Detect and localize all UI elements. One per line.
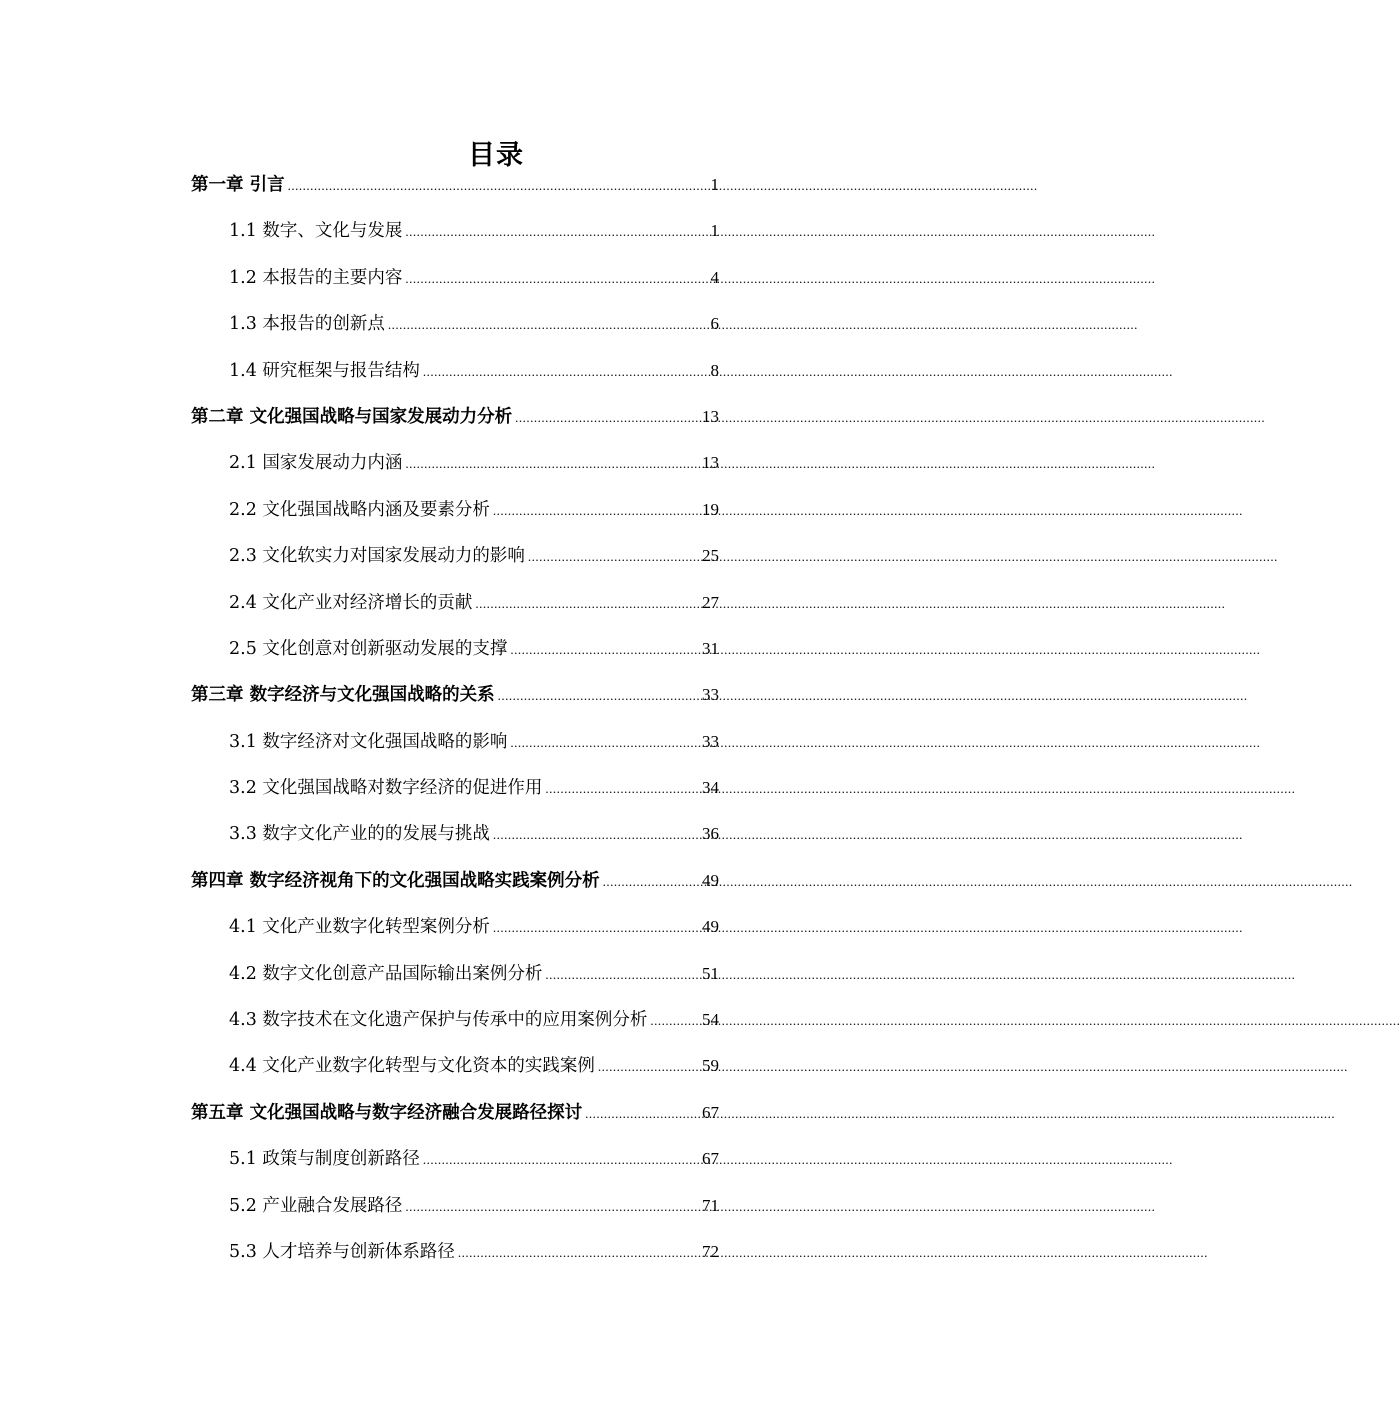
toc-section-entry[interactable] xyxy=(191,765,719,811)
toc-entry-label: 2.5 文化创意对创新驱动发展的支撑 xyxy=(229,638,508,659)
toc-section-entry[interactable] xyxy=(191,1183,719,1229)
toc-dot-leader xyxy=(585,1091,701,1137)
toc-chapter-entry[interactable] xyxy=(191,162,719,208)
toc-entry-label: 2.2 文化强国战略内涵及要素分析 xyxy=(229,499,490,520)
toc-entry-label: 4.1 文化产业数字化转型案例分析 xyxy=(229,917,490,938)
toc-section-entry[interactable] xyxy=(191,208,719,254)
toc-page-number: 33 xyxy=(702,685,719,705)
toc-entry-label: 3.3 数字文化产业的的发展与挑战 xyxy=(229,824,490,845)
toc-dot-leader xyxy=(288,163,710,209)
toc-page-number: 8 xyxy=(710,360,719,380)
toc-dot-leader xyxy=(515,395,701,441)
toc-section-entry[interactable] xyxy=(191,255,719,301)
toc-section-entry[interactable] xyxy=(191,1136,719,1182)
toc-dot-leader xyxy=(603,859,701,905)
toc-page-number: 6 xyxy=(710,314,719,334)
toc-dot-leader xyxy=(498,673,701,719)
toc-entry-label: 第五章 文化强国战略与数字经济融合发展路径探讨 xyxy=(191,1102,583,1123)
toc-chapter-entry[interactable] xyxy=(191,394,719,440)
toc-entry-label: 第三章 数字经济与文化强国战略的关系 xyxy=(191,685,495,706)
toc-entry-label: 1.4 研究框架与报告结构 xyxy=(229,360,420,381)
toc-page-number: 54 xyxy=(702,1010,719,1030)
toc-dot-leader xyxy=(545,952,701,998)
toc-entry-label: 1.1 数字、文化与发展 xyxy=(229,221,403,242)
toc-entry-label: 4.4 文化产业数字化转型与文化资本的实践案例 xyxy=(229,1056,595,1077)
toc-dot-leader xyxy=(493,812,701,858)
toc-chapter-entry[interactable] xyxy=(191,858,719,904)
toc-dot-leader xyxy=(405,209,709,255)
toc-page-number: 31 xyxy=(702,638,719,658)
toc-section-entry[interactable] xyxy=(191,301,719,347)
toc-chapter-entry[interactable] xyxy=(191,672,719,718)
toc-dot-leader xyxy=(458,1230,701,1276)
toc-page-number: 19 xyxy=(702,499,719,519)
toc-dot-leader xyxy=(475,581,701,627)
toc-entry-label: 第四章 数字经济视角下的文化强国战略实践案例分析 xyxy=(191,870,600,891)
toc-entry-label: 1.2 本报告的主要内容 xyxy=(229,267,403,288)
toc-dot-leader xyxy=(493,905,701,951)
toc-dot-leader xyxy=(405,441,701,487)
toc-section-entry[interactable] xyxy=(191,348,719,394)
toc-dot-leader xyxy=(405,256,709,302)
toc-section-entry[interactable] xyxy=(191,1043,719,1089)
toc-page-number: 71 xyxy=(702,1195,719,1215)
toc-page-number: 33 xyxy=(702,731,719,751)
toc-entry-label: 4.3 数字技术在文化遗产保护与传承中的应用案例分析 xyxy=(229,1010,648,1031)
toc-section-entry[interactable] xyxy=(191,533,719,579)
toc-chapter-entry[interactable] xyxy=(191,1090,719,1136)
toc-page-number: 25 xyxy=(702,546,719,566)
toc-section-entry[interactable] xyxy=(191,904,719,950)
toc-page-number: 49 xyxy=(702,917,719,937)
toc-dot-leader xyxy=(545,766,701,812)
toc-entry-label: 第一章 引言 xyxy=(191,175,285,195)
toc-entry-label: 3.1 数字经济对文化强国战略的影响 xyxy=(229,731,508,752)
toc-page-number: 1 xyxy=(710,175,719,194)
toc-page-number: 59 xyxy=(702,1056,719,1076)
toc-page-number: 49 xyxy=(702,870,719,890)
toc-entry-label: 2.1 国家发展动力内涵 xyxy=(229,453,403,474)
toc-section-entry[interactable] xyxy=(191,626,719,672)
toc-page-number: 67 xyxy=(702,1149,719,1169)
toc-entry-label: 4.2 数字文化创意产品国际输出案例分析 xyxy=(229,963,543,984)
toc-section-entry[interactable] xyxy=(191,719,719,765)
toc-dot-leader xyxy=(493,488,701,534)
toc-page-number: 34 xyxy=(702,778,719,798)
toc-page-number: 13 xyxy=(702,406,719,426)
toc-page-number: 13 xyxy=(702,453,719,473)
toc-dot-leader xyxy=(528,534,701,580)
toc-dot-leader xyxy=(388,302,710,348)
toc-entry-label: 2.3 文化软实力对国家发展动力的影响 xyxy=(229,546,525,567)
toc-section-entry[interactable] xyxy=(191,440,719,486)
toc-section-entry[interactable] xyxy=(191,580,719,626)
toc-page-number: 36 xyxy=(702,824,719,844)
toc-page-number: 67 xyxy=(702,1102,719,1122)
table-of-contents xyxy=(191,162,719,1275)
toc-section-entry[interactable] xyxy=(191,997,719,1043)
toc-dot-leader xyxy=(423,1137,701,1183)
toc-page-number: 72 xyxy=(702,1241,719,1261)
toc-entry-label: 5.3 人才培养与创新体系路径 xyxy=(229,1241,455,1262)
toc-section-entry[interactable] xyxy=(191,1229,719,1275)
toc-section-entry[interactable] xyxy=(191,951,719,997)
toc-entry-label: 1.3 本报告的创新点 xyxy=(229,314,385,335)
toc-entry-label: 5.1 政策与制度创新路径 xyxy=(229,1149,420,1170)
toc-dot-leader xyxy=(650,998,701,1044)
toc-section-entry[interactable] xyxy=(191,487,719,533)
toc-page-number: 4 xyxy=(710,267,719,287)
toc-dot-leader xyxy=(510,720,701,766)
page-title: 目录 xyxy=(468,140,524,172)
toc-entry-label: 5.2 产业融合发展路径 xyxy=(229,1195,403,1216)
toc-dot-leader xyxy=(598,1044,701,1090)
toc-entry-label: 第二章 文化强国战略与国家发展动力分析 xyxy=(191,406,513,427)
toc-entry-label: 2.4 文化产业对经济增长的贡献 xyxy=(229,592,473,613)
toc-page-number: 27 xyxy=(702,592,719,612)
toc-page-number: 51 xyxy=(702,963,719,983)
toc-page-number: 1 xyxy=(710,221,719,241)
toc-dot-leader xyxy=(405,1184,701,1230)
toc-section-entry[interactable] xyxy=(191,811,719,857)
toc-entry-label: 3.2 文化强国战略对数字经济的促进作用 xyxy=(229,778,543,799)
toc-dot-leader xyxy=(423,349,710,395)
toc-dot-leader xyxy=(510,627,701,673)
